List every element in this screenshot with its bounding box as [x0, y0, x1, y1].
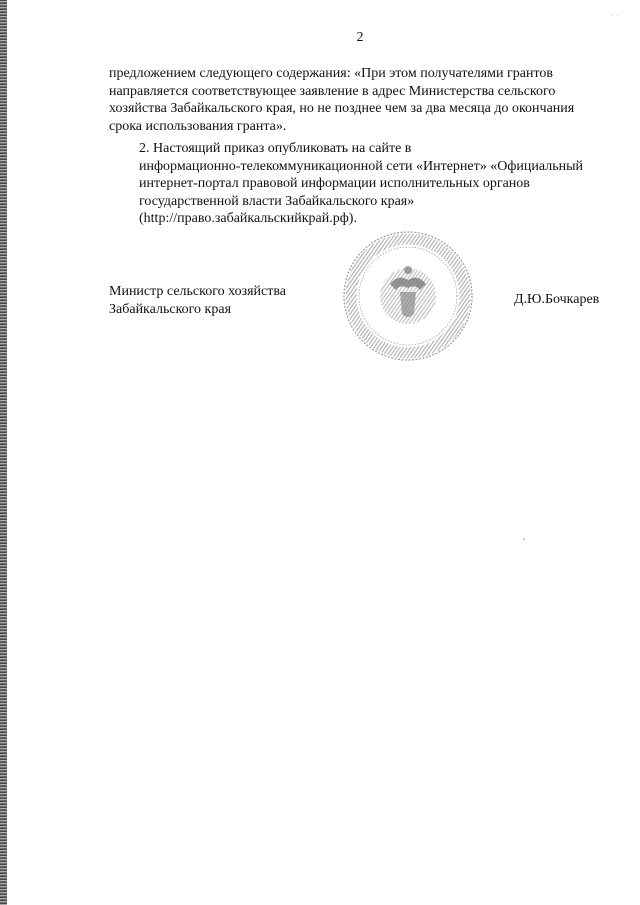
paragraph-line: срока использования гранта».: [109, 118, 287, 134]
paragraph-2: [109, 140, 613, 228]
paragraph-line: хозяйства Забайкальского края, но не позднее чем за два месяца до окончания: [109, 101, 575, 116]
paragraph-line: направляется соответствующее заявление в адрес Министерства сельского: [109, 83, 556, 99]
paragraph-line: информационно-телекоммуникационной сети «Интернет» «Официальный: [139, 158, 584, 174]
paragraph-line: государственной власти Забайкальского края»: [139, 193, 415, 209]
scan-speck: [523, 538, 525, 540]
signer-name: Д.Ю.Бочкарев: [514, 292, 600, 307]
signer-title-line: Министр сельского хозяйства: [109, 284, 286, 299]
scan-edge: [0, 0, 7, 905]
page-number: 2: [356, 30, 364, 45]
signer-title-line: Забайкальского края: [109, 302, 232, 317]
paragraph-line: 2. Настоящий приказ опубликовать на сайте в: [139, 141, 412, 156]
paragraph-line: (http://право.забайкальскийкрай.рф).: [139, 211, 357, 226]
corner-mark: · ·: [611, 10, 620, 20]
paragraph-line: предложением следующего содержания: «При этом получателями грантов: [109, 66, 554, 81]
paragraph-1: [109, 65, 613, 135]
official-seal-icon: [340, 228, 476, 364]
signer-title: [109, 283, 286, 319]
paragraph-line: интернет-портал правовой информации исполнительных органов: [139, 176, 530, 191]
